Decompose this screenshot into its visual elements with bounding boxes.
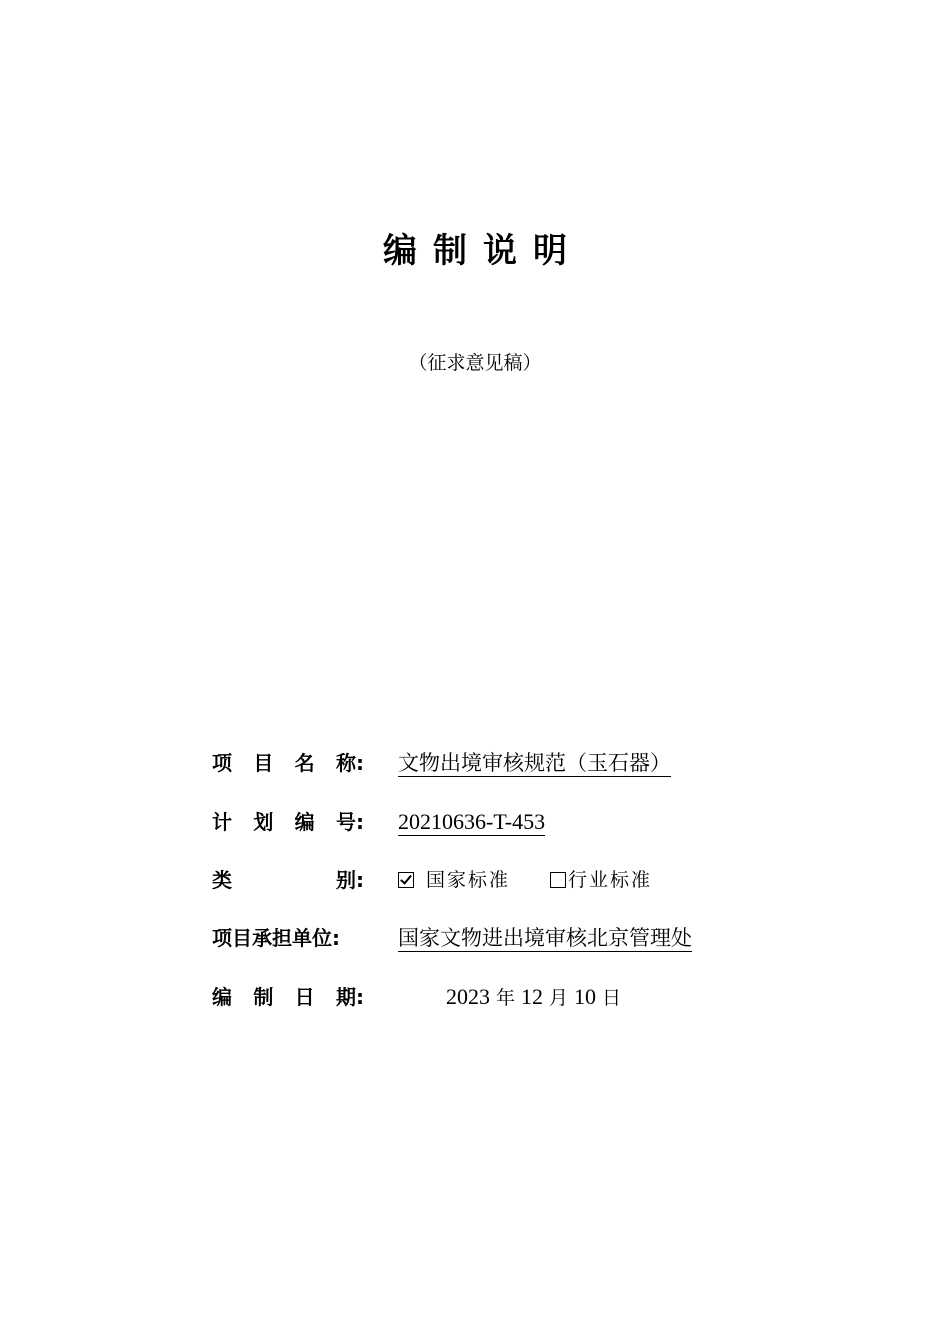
label-char: 名 [294,751,315,775]
industry-standard-label: 行业标准 [568,869,653,891]
label-char: 类 [212,868,232,892]
date-month: 12 [521,984,544,1009]
label-char: 划 [253,810,274,834]
compile-date-label [212,981,364,1013]
label-text: 项目承担单位: [212,926,340,950]
document-title: 编制说明 [383,231,583,271]
date-day: 10 [574,984,597,1009]
national-standard-checkbox[interactable] [398,872,414,888]
date-day-unit: 日 [602,987,622,1009]
label-char: 计 [212,810,232,834]
date-month-unit: 月 [549,987,569,1009]
project-name-label [212,747,364,779]
plan-number-value: 20210636-T-453 [398,809,546,834]
label-char: 别: [336,868,364,892]
label-char: 项 [212,751,232,775]
category-label [212,864,364,896]
label-char: 目 [253,751,274,775]
compile-date-value [398,981,627,1014]
label-char: 制 [253,985,274,1009]
label-char: 编 [212,985,232,1009]
date-year: 2023 [446,984,490,1009]
undertaking-unit-value: 国家文物进出境审核北京管理处 [398,926,692,950]
undertaking-unit-label [212,922,364,954]
label-char: 称: [335,751,364,775]
plan-number-label [212,806,364,838]
label-char: 期: [335,985,364,1009]
document-subtitle: （征求意见稿） [408,352,542,374]
industry-standard-checkbox[interactable] [550,872,566,888]
label-char: 号: [335,810,364,834]
project-name-value: 文物出境审核规范（玉石器） [398,751,671,775]
label-char: 编 [294,810,315,834]
national-standard-label: 国家标准 [426,869,511,891]
label-char: 日 [294,985,315,1009]
date-year-unit: 年 [496,987,516,1009]
